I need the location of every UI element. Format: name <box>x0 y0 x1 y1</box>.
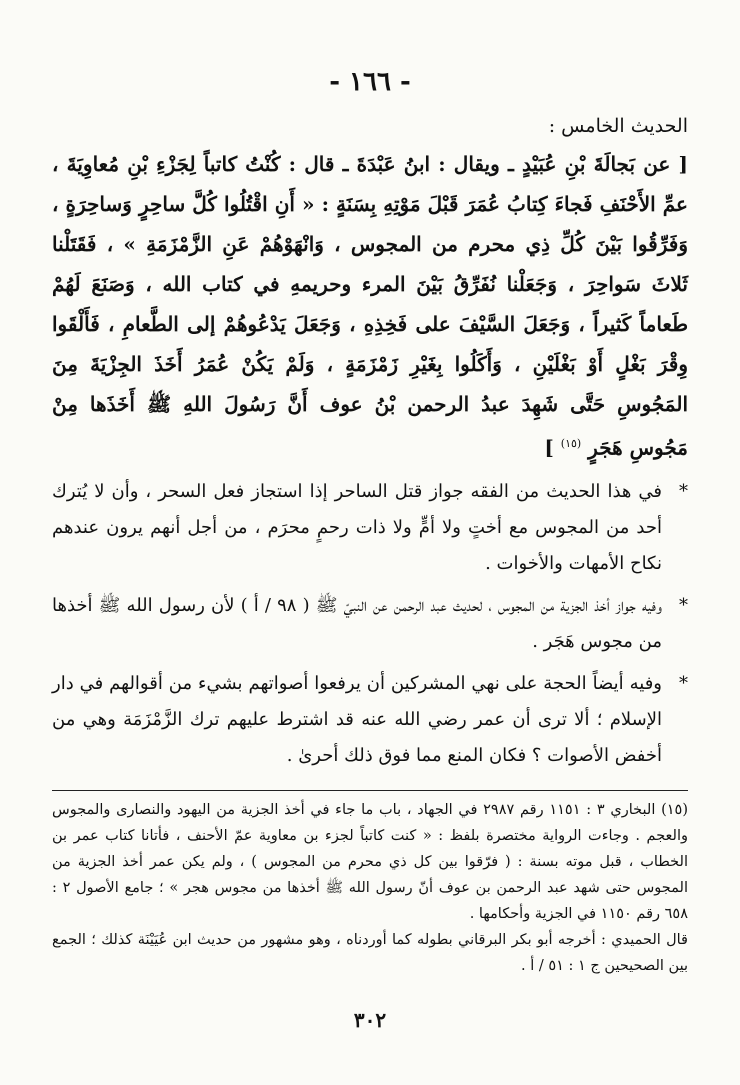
star-bullet-icon: * <box>679 480 688 502</box>
note-paragraph <box>52 474 688 582</box>
note-paragraph <box>52 588 688 660</box>
note-text: في هذا الحديث من الفقه جواز قتل الساحر إذا استجاز فعل السحر ، وأن لا يُترك أحد من المجوس مع أختٍ ولا أمٍّ ولا ذات رحمٍ محرَم ، من أجل أنهم يرون عندهم نكاح الأمهات والأخوات . <box>52 480 662 574</box>
section-title: الحديث الخامس : <box>548 115 688 137</box>
hadith-footnote-ref: (١٥) <box>560 437 582 450</box>
note-text: وفيه جواز أخذ الجزية من المجوس ، لحديث عبد الرحمن عن النبيّ ﷺ ( ٩٨ / أ ) لأن رسول الله ﷺ أخذها من مجوس هَجَر . <box>52 594 662 652</box>
hadith-close: ] <box>544 435 561 460</box>
note-paragraph <box>52 666 688 774</box>
hadith-body: [ عن بَجالَةَ بْنِ عُبَيْدٍ ـ ويقال : ابنُ عَبْدَةَ ـ قال : كُنْتُ كاتباً لِجَزْءِ بْنِ مُعاوِيَةَ ، عمِّ الأَحْنَفِ فَجاءَ كِتابُ عُمَرَ قَبْلَ مَوْتِهِ بِسَنَةٍ : « أَنِ اقْتُلُوا كُلَّ ساحِرٍ وَساحِرَةٍ ، وَفَرِّقُوا بَيْنَ كُلِّ ذِي محرم من المجوس ، وَانْهَوْهُمْ عَنِ الزَّمْزَمَةِ » ، فَقَتَلْنا ثَلاثَ سَواحِرَ ، وَجَعَلْنا نُفَرِّقُ بَيْنَ المرء وحريمهِ في كتاب الله ، وَصَنَعَ لَهُمْ طَعاماً كَثيراً ، وَجَعَلَ السَّيْفَ على فَخِذِهِ ، وَجَعَلَ يَدْعُوهُمْ إلى الطَّعامِ ، فَأَلْقَوا وِقْرَ بَغْلٍ أَوْ بَغْلَيْنِ ، وَأَكَلُوا بِغَيْرِ زَمْزَمَةٍ ، وَلَمْ يَكُنْ عُمَرُ أَخَذَ الجِزْيَةَ مِنَ المَجُوسِ حَتَّى شَهِدَ عبدُ الرحمن بْنُ عوف أَنَّ رَسُولَ اللهِ ﷺ أَخَذَها مِنْ مَجُوسِ هَجَرٍ <box>52 152 688 460</box>
page-number-top: - ١٦٦ - <box>329 67 411 97</box>
note-text: وفيه أيضاً الحجة على نهي المشركين أن يرفعوا أصواتهم بشيء من أقوالهم في دار الإسلام ؛ ألا ترى أن عمر رضي الله عنه قد اشترط عليهم ترك الزَّمْزَمَة وهي من أخفض الأصوات ؟ فكان المنع مما فوق ذلك أحرىٰ . <box>52 672 662 766</box>
page-number-bottom: ٣٠٢ <box>353 1008 387 1032</box>
footnote: (١٥) البخاري ٣ : ١١٥١ رقم ٢٩٨٧ في الجهاد ، باب ما جاء في أخذ الجزية من اليهود والنصارى والمجوس والعجم . وجاءت الرواية مختصرة بلفظ : « كنت كاتباً لجزء بن معاوية عمّ الأحنف ، فأتانا كتاب عمر بن الخطاب ، قبل موته بسنة : ( فرّقوا بين كل ذي محرم من المجوس ) ، ولم يكن عمر أخذ الجزية من المجوس حتى شهد عبد الرحمن بن عوف أنّ رسول الله ﷺ أخذها من مجوس هجر » ؛ جامع الأصول ٢ : ٦٥٨ رقم ١١٥٠ في الجزية وأحكامها . <box>52 801 688 922</box>
footnote-separator <box>52 790 688 791</box>
hadith-text <box>52 144 688 468</box>
star-bullet-icon: * <box>679 594 688 616</box>
star-bullet-icon: * <box>679 672 688 694</box>
footnote: قال الحميدي : أخرجه أبو بكر البرقاني بطوله كما أوردناه ، وهو مشهور من حديث ابن عُيَيْنَة كذلك ؛ الجمع بين الصحيحين ج ١ : ٥١ / أ . <box>52 931 688 974</box>
